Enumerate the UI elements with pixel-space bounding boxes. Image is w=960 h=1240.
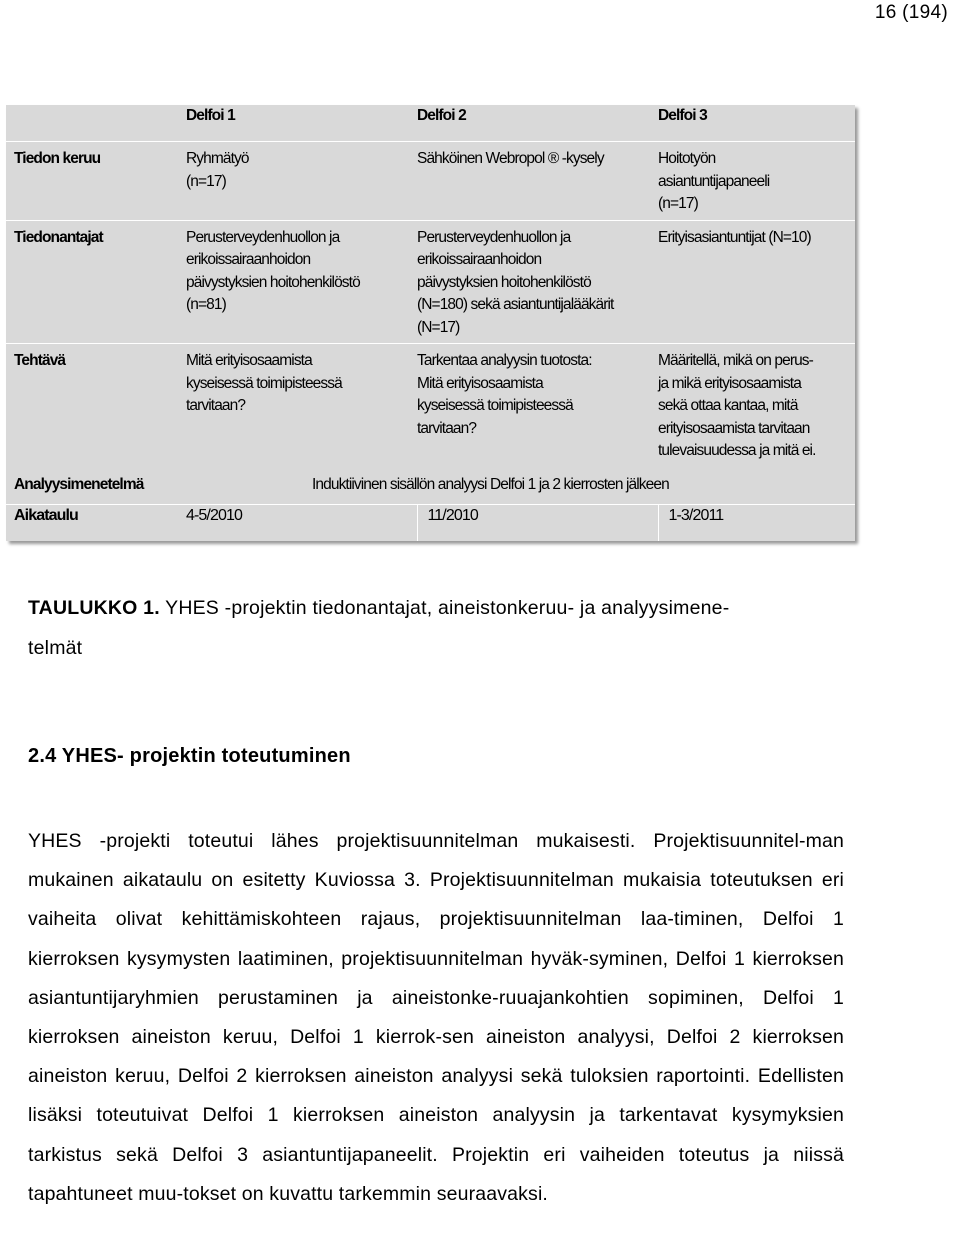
paragraph-text: YHES -projekti toteutui lähes projektisuunnitelman mukaisesti. Projektisuunnitel-man mukainen aikataulu on esitetty Kuviossa 3. Projektisuunnitelman mukaisia toteutuksen eri vaiheita olivat kehittämiskohteen rajaus, projektisuunnitelman laa-timinen, Delfoi 1 kierroksen kysymysten laatiminen, projektisuunnitelman hyväk-syminen, Delfoi 1 kierroksen asiantuntijaryhmien perustaminen ja aineistonke-ruuajankohtien sopiminen, Delfoi 1 kierroksen aineiston keruu, Delfoi 1 kierrok-sen aineiston analyysi, Delfoi 2 kierroksen aineiston keruu, Delfoi 2 kierroksen aineiston analyysi sekä tuloksien raportointi. Edellisten lisäksi toteutuivat Delfoi 1 kierroksen aineiston analyysin ja tarkentavat kysymyksien tarkistus sekä Delfoi 3 asiantuntijapaneelit. Projektin eri vaiheiden toteutus ja niissä tapahtuneet muu-tokset on kuvattu tarkemmin seuraavaksi. <box>28 830 844 1205</box>
cell-delfoi-3: Hoitotyön asiantuntijapaneeli (n=17) <box>658 142 855 221</box>
header-delfoi-3: Delfoi 3 <box>658 105 855 142</box>
table-row <box>6 220 855 344</box>
page-number: 16 (194) <box>874 2 948 23</box>
header-delfoi-1: Delfoi 1 <box>186 105 417 142</box>
table-header-row <box>6 105 855 142</box>
row-label: Analyysimenetelmä <box>6 474 186 505</box>
cell-delfoi-3: Erityisasiantuntijat (N=10) <box>658 220 855 344</box>
table-row-method <box>6 474 855 505</box>
header-delfoi-2: Delfoi 2 <box>417 105 658 142</box>
cell-delfoi-2: Tarkentaa analyysin tuotosta: Mitä erityisosaamista kyseisessä toimipisteessä tarvitaan? <box>417 352 592 437</box>
schedule-delfoi-3: 1-3/2011 <box>658 505 855 542</box>
row-label: Tiedon keruu <box>6 142 186 221</box>
section-heading: 2.4 YHES- projektin toteutuminen <box>28 745 351 767</box>
caption-text: YHES -projektin tiedonantajat, aineistonkeruu- ja analyysimene- telmät <box>28 597 730 659</box>
method-value: Induktiivinen sisällön analyysi Delfoi 1 ja 2 kierrosten jälkeen <box>186 474 855 505</box>
header-empty <box>6 105 186 142</box>
table-caption <box>28 588 848 668</box>
row-label: Tiedonantajat <box>6 220 186 344</box>
delphi-table <box>6 105 855 541</box>
cell-delfoi-2: Perusterveydenhuollon ja erikoissairaanhoidon päivystyksien hoitohenkilöstö (N=180) sekä asiantuntijalääkärit (N=17) <box>417 220 658 344</box>
cell-delfoi-1: Ryhmätyö (n=17) <box>186 142 417 221</box>
row-label: Tehtävä <box>14 352 66 369</box>
table-row <box>6 142 855 221</box>
caption-label: TAULUKKO 1. <box>28 597 160 619</box>
body-paragraph <box>28 822 844 1214</box>
table-row-schedule <box>6 505 855 542</box>
table-row <box>6 344 855 475</box>
cell-delfoi-1: Mitä erityisosaamista kyseisessä toimipisteessä tarvitaan? <box>186 352 342 414</box>
schedule-delfoi-1: 4-5/2010 <box>186 507 242 524</box>
schedule-delfoi-2: 11/2010 <box>417 505 658 542</box>
cell-delfoi-1: Perusterveydenhuollon ja erikoissairaanhoidon päivystyksien hoitohenkilöstö (n=81) <box>186 220 417 344</box>
row-label: Aikataulu <box>14 507 78 524</box>
cell-delfoi-2: Sähköinen Webropol ® -kysely <box>417 142 658 221</box>
cell-delfoi-3: Määritellä, mikä on perus- ja mikä erityisosaamista sekä ottaa kantaa, mitä erityisosaamista tarvitaan tulevaisuudessa ja mitä ei. <box>658 352 816 459</box>
